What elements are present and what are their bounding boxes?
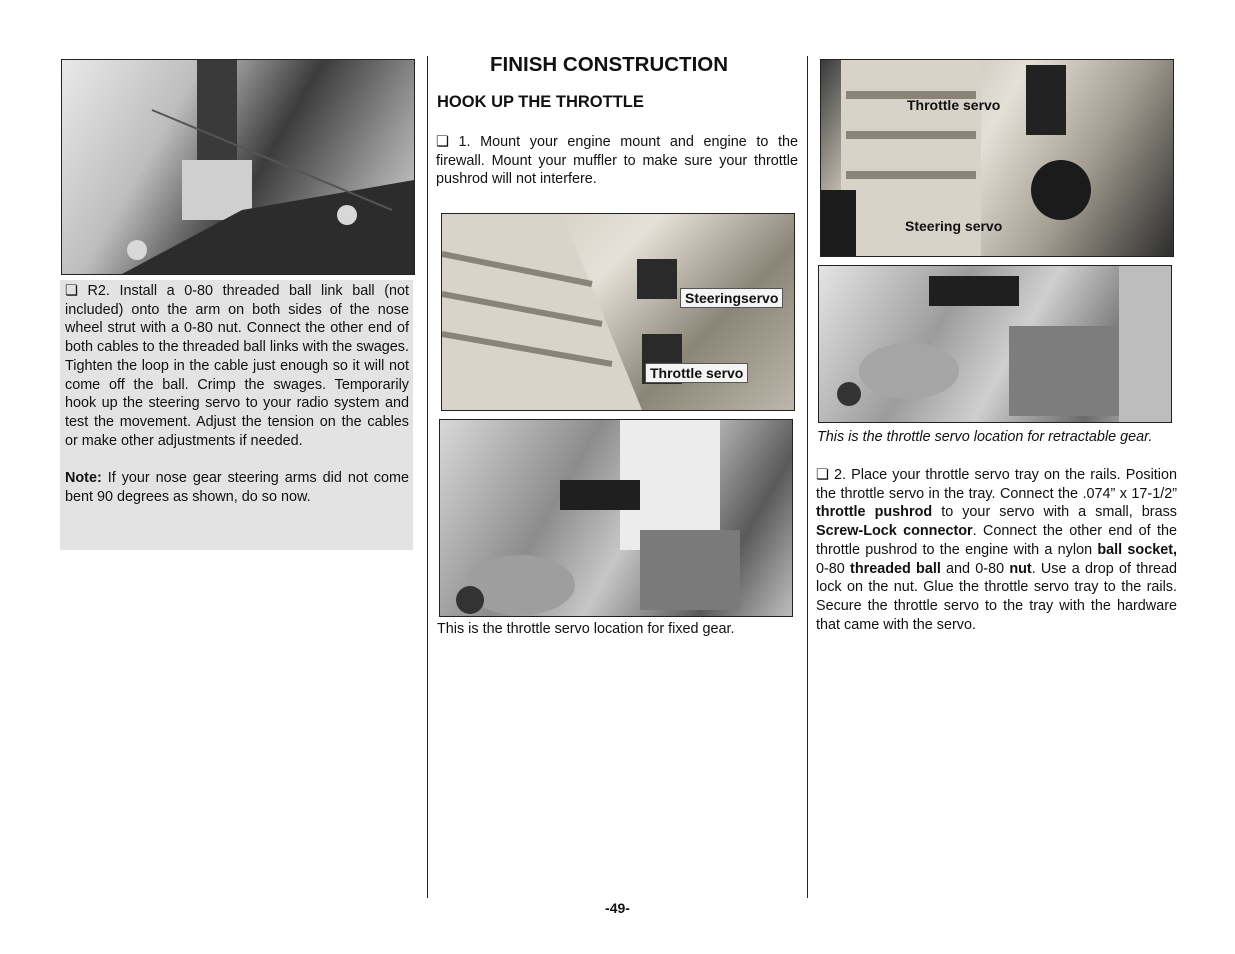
throttle-servo-label: Throttle servo — [907, 97, 1001, 113]
step2-bold-pushrod: throttle pushrod — [816, 504, 933, 521]
step2-text: 2. Place your throttle servo tray on the rails. Position the throttle servo in the tray. Connect the .074” x 17-1/2” — [816, 467, 1177, 502]
fixed-gear-engine-photo — [439, 419, 793, 617]
steering-servo-label: Steeringservo — [680, 288, 783, 308]
step2-text: . Use a drop of thread lock on the nut. Glue the throttle servo tray to the rails. Secure the throttle servo to the tray with the hardware that came with the servo. — [816, 560, 1177, 633]
note-text: If your nose gear steering arms did not come bent 90 degrees as shown, do so now. — [65, 470, 409, 505]
nose-gear-photo — [61, 59, 415, 275]
step2-bold-ball-socket: ball socket, — [1097, 541, 1177, 558]
step2-bold-connector: Screw-Lock connector — [816, 523, 973, 540]
section-heading: HOOK UP THE THROTTLE — [437, 93, 644, 111]
column-divider-left — [427, 56, 428, 898]
steering-servo-label: Steering servo — [905, 218, 1003, 234]
step2-paragraph — [816, 466, 1177, 634]
note-paragraph — [65, 469, 409, 506]
engine-illustration — [440, 420, 792, 616]
checkbox-icon: ❏ — [816, 467, 829, 483]
step2-bold-threaded-ball: threaded ball — [850, 560, 941, 577]
checkbox-icon: ❏ — [436, 134, 449, 150]
step1-text: 1. Mount your engine mount and engine to the firewall. Mount your muffler to make sure your throttle pushrod will not interfere. — [436, 134, 798, 188]
page-title: FINISH CONSTRUCTION — [490, 53, 729, 76]
r2-instruction-box — [60, 280, 413, 550]
step2-text: . Connect the other end of the throttle pushrod to the engine with a nylon — [816, 523, 1177, 558]
page-number: -49- — [605, 900, 630, 916]
r2-paragraph — [65, 282, 409, 450]
engine-illustration — [819, 266, 1171, 422]
step2-text: 0-80 — [816, 560, 851, 577]
steering-throttle-servo-photo — [441, 213, 795, 411]
throttle-servo-label: Throttle servo — [645, 363, 748, 383]
note-label: Note: — [65, 470, 102, 487]
step2-text: and 0-80 — [940, 560, 1010, 577]
retract-gear-caption: This is the throttle servo location for retractable gear. — [817, 429, 1153, 445]
checkbox-icon: ❏ — [65, 283, 78, 299]
column-divider-right — [807, 56, 808, 898]
fixed-gear-caption: This is the throttle servo location for fixed gear. — [437, 621, 735, 637]
step1-paragraph — [436, 133, 798, 189]
retract-servo-photo — [820, 59, 1174, 257]
step2-text: to your servo with a small, brass — [932, 504, 1177, 521]
r2-text: R2. Install a 0-80 threaded ball link ball (not included) onto the arm on both sides of the nose wheel strut with a 0-80 nut. Connect the other end of both cables to the threaded ball links with the swages. Tighten the loop in the cable just enough so it will not come off the ball. Crimp the swages. Temporarily hook up the steering servo to your radio system and test the movement. Adjust the tension on the cables or make other adjustments if needed. — [65, 283, 410, 449]
step2-bold-nut: nut — [1009, 560, 1032, 577]
retract-gear-engine-photo — [818, 265, 1172, 423]
nose-gear-illustration — [62, 60, 414, 274]
